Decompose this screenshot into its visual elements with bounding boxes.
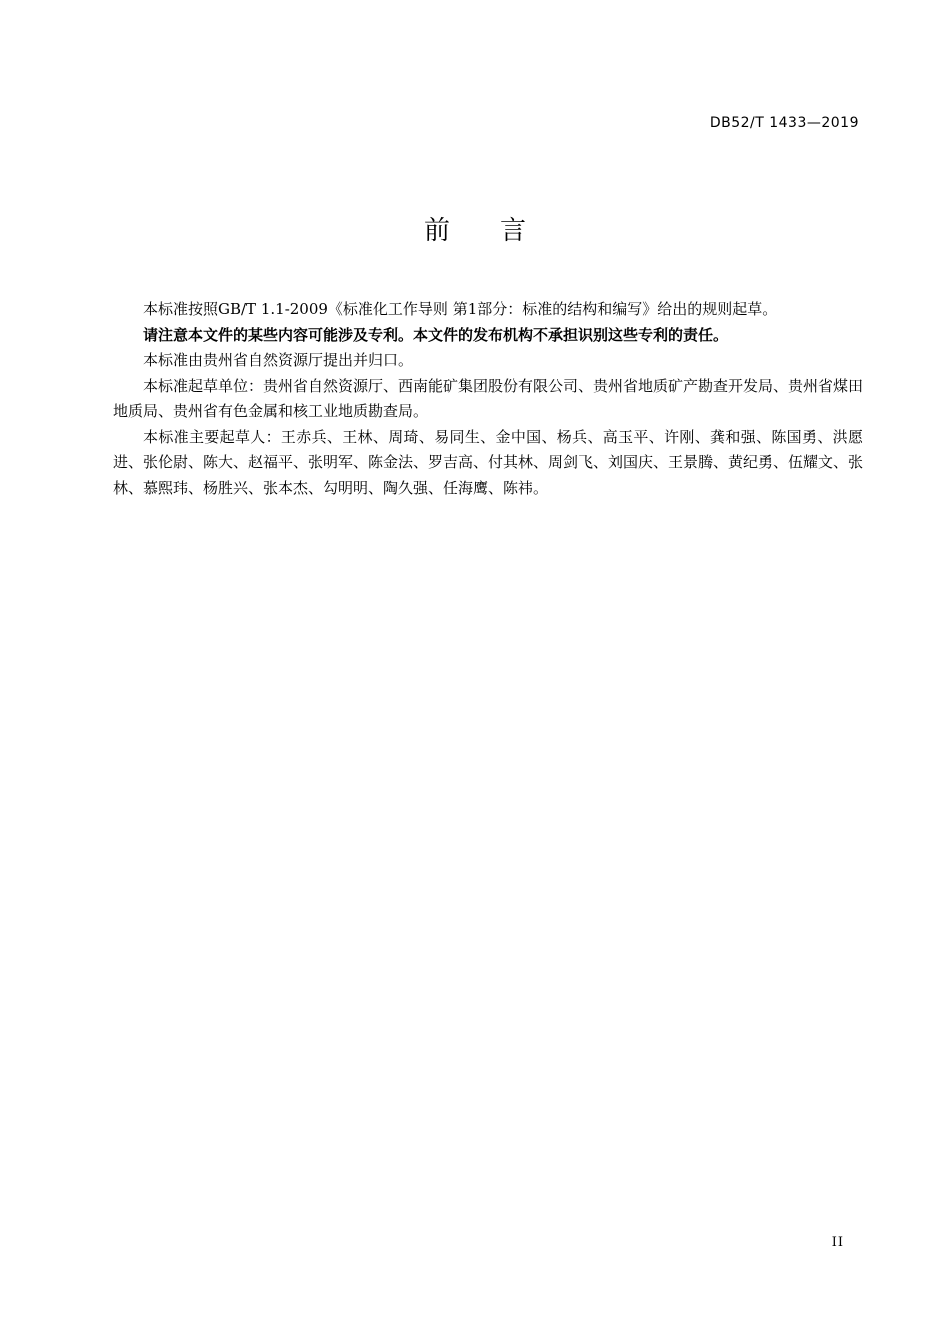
paragraph-patent-notice: 请注意本文件的某些内容可能涉及专利。本文件的发布机构不承担识别这些专利的责任。 [143, 325, 729, 344]
title-char-1: 前 [423, 216, 450, 246]
paragraph-proposer: 本标准由贵州省自然资源厅提出并归口。 [143, 351, 414, 369]
foreword-body [113, 297, 863, 501]
page-title [0, 210, 950, 247]
document-code: DB52/T 1433—2019 [709, 115, 859, 131]
title-char-2: 言 [500, 216, 527, 246]
page-number: II [831, 1235, 844, 1250]
paragraph-drafters: 本标准主要起草人：王赤兵、王林、周琦、易同生、金中国、杨兵、高玉平、许刚、龚和强、陈国勇、洪愿进、张伦尉、陈大、赵福平、张明军、陈金法、罗吉高、付其林、周剑飞、刘国庆、王景腾、黄纪勇、伍耀文、张林、慕熙玮、杨胜兴、张本杰、勾明明、陶久强、任海鹰、陈祎。 [113, 427, 864, 497]
paragraph-drafting-units: 本标准起草单位：贵州省自然资源厅、西南能矿集团股份有限公司、贵州省地质矿产勘查开发局、贵州省煤田地质局、贵州省有色金属和核工业地质勘查局。 [113, 376, 864, 420]
paragraph-drafting-rules: 本标准按照GB/T 1.1-2009《标准化工作导则 第1部分：标准的结构和编写》给出的规则起草。 [143, 300, 778, 318]
